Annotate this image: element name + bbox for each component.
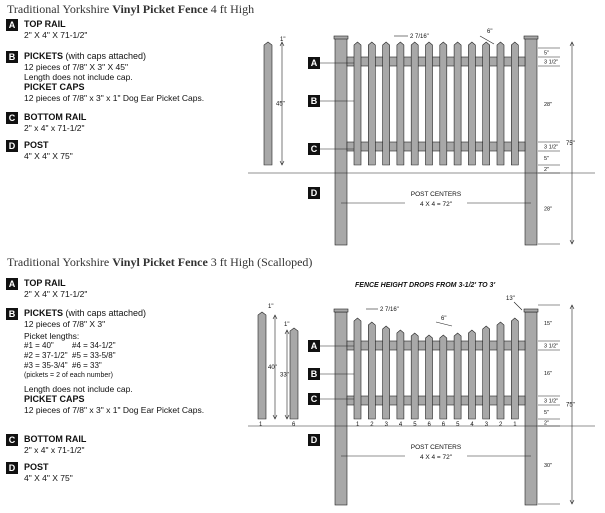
dim-40-label: 40"	[268, 365, 277, 371]
label-6-2: 6"	[441, 316, 447, 322]
right-dim-label: 28"	[544, 102, 553, 108]
post-centers-value: 4 X 4 = 72"	[419, 201, 453, 208]
right-dim-label-2: 3 1/2"	[544, 398, 559, 405]
badge-a: A	[6, 19, 18, 31]
picket-2	[511, 318, 518, 419]
right-dim-label-2: 15"	[544, 321, 553, 327]
picket-2	[397, 330, 404, 419]
banner-height-drop: FENCE HEIGHT DROPS FROM 3-1/2' TO 3'	[355, 282, 496, 289]
right-dim-label-2: 2"	[544, 420, 550, 427]
picket-number: 1	[513, 422, 517, 428]
badge-c: C	[6, 112, 18, 124]
picket-2	[440, 335, 447, 419]
diagram-badge-b-2-letter: B	[310, 369, 318, 379]
spec-c-bottom-rail-2: C BOTTOM RAIL 2" x 4" x 71-1/2"	[24, 434, 254, 455]
picket-number: 3	[384, 422, 388, 428]
right-dim-label: 3 1/2"	[544, 59, 559, 66]
post-cap-left-2	[334, 309, 348, 312]
right-dim-label: 2"	[544, 167, 550, 173]
picket-2	[426, 335, 433, 419]
diagram-badge-a-2-letter: A	[310, 341, 318, 351]
label-1in-2: 1"	[268, 304, 274, 310]
picket-2	[454, 333, 461, 419]
picket-number: 6	[441, 422, 446, 428]
dim-75-label: 75"	[566, 141, 575, 147]
picket-number: 6	[427, 422, 431, 428]
badge-a-2: A	[6, 278, 18, 290]
label-6: 6"	[487, 29, 493, 35]
picket-2	[354, 318, 361, 419]
section1-title: Traditional Yorkshire Vinyl Picket Fence 4 ft High	[7, 2, 255, 16]
right-dim-label-2: 30"	[544, 463, 553, 469]
picket-number: 2	[370, 422, 374, 428]
picket-2	[468, 330, 475, 419]
post-centers-label: POST CENTERS	[410, 191, 462, 198]
dim-75-2-label: 75"	[566, 402, 575, 409]
right-dim-label-2: 3 1/2"	[544, 343, 559, 350]
right-dim-label-2: 5"	[544, 410, 550, 416]
diagram-badge-d-letter: D	[310, 188, 318, 198]
sample-number-6: 6	[292, 422, 296, 428]
label-6-leader-2	[436, 322, 452, 326]
picket-2	[411, 333, 418, 419]
badge-c-2: C	[6, 434, 18, 446]
sample-number-1: 1	[259, 422, 263, 428]
picket-2	[483, 326, 490, 419]
spec-c-bottom-rail: C BOTTOM RAIL 2" x 4" x 71-1/2"	[24, 112, 254, 133]
right-dim-label-2: 16"	[544, 371, 553, 377]
picket-number: 5	[413, 422, 417, 428]
label-1in-3: 1"	[284, 322, 290, 328]
picket-number: 3	[484, 422, 489, 428]
picket-number: 2	[499, 422, 503, 428]
spec-b-pickets: B PICKETS (with caps attached) 12 pieces of 7/8" X 3" X 45" Length does not include cap. PICKET CAPS 12 pieces of 7/8" x 3" x 1" Dog Ear Picket Caps.	[24, 51, 254, 103]
spec-b-pickets-2: B PICKETS (with caps attached) 12 pieces of 7/8" X 3" Picket lengths: #1 = 40" #4 = 34-1/2" #2 = 37-1/2" #5 = 33-5/8" #3 = 35-3/4" #6 = 33" (pickets = 2 of each number) Length does not include cap. PICKET CAPS 12 pieces of 7/8" x 3" x 1" Dog Ear Picket Caps.	[24, 308, 254, 415]
spec-a-top-rail: A TOP RAIL 2" X 4" X 71-1/2"	[24, 19, 254, 40]
label-13: 13"	[506, 296, 515, 302]
picket-number: 4	[470, 422, 474, 428]
spec-d-post-2: D POST 4" X 4" X 75"	[24, 462, 254, 483]
spec-a-top-rail-2: A TOP RAIL 2" X 4" X 71-1/2"	[24, 278, 254, 299]
dim-33-label: 33"	[280, 372, 289, 379]
post-right-2	[525, 312, 537, 505]
post-left-2	[335, 312, 347, 505]
post-centers-value-2: 4 X 4 = 72"	[419, 454, 453, 461]
badge-d: D	[6, 140, 18, 152]
section2-title: Traditional Yorkshire Vinyl Picket Fence 3 ft High (Scalloped)	[7, 255, 313, 269]
diagram-badge-c-letter: C	[310, 144, 318, 154]
right-dim-label: 28"	[544, 206, 553, 213]
diagram-badge-d-2-letter: D	[310, 435, 318, 445]
label-1in: 1"	[280, 37, 286, 43]
picket-2	[368, 322, 375, 419]
post-centers-label-2: POST CENTERS	[410, 444, 462, 451]
right-dim-label: 5"	[544, 50, 550, 57]
sample-picket-1	[258, 312, 266, 419]
picket-number: 1	[356, 422, 360, 428]
label-13-leader	[514, 302, 522, 310]
picket-number: 4	[398, 422, 403, 428]
spec-d-post: D POST 4" X 4" X 75"	[24, 140, 254, 161]
post-cap-right-2	[524, 309, 538, 312]
badge-b-2: B	[6, 308, 18, 320]
badge-d-2: D	[6, 462, 18, 474]
picket-2	[383, 326, 390, 419]
badge-b: B	[6, 51, 18, 63]
label-gap: 2 7/16"	[410, 34, 429, 40]
diagram-badge-b-letter: B	[310, 96, 318, 106]
diagram-badge-c-2-letter: C	[310, 394, 318, 404]
diagram-badge-a-letter: A	[310, 58, 318, 68]
right-dim-label: 5"	[544, 156, 550, 162]
label-gap-2: 2 7/16"	[380, 307, 399, 313]
dim-45-label: 45"	[276, 101, 285, 108]
right-dim-label: 3 1/2"	[544, 144, 559, 151]
picket-2	[497, 322, 504, 419]
sample-picket-6	[290, 328, 298, 419]
picket-number: 5	[456, 422, 460, 428]
